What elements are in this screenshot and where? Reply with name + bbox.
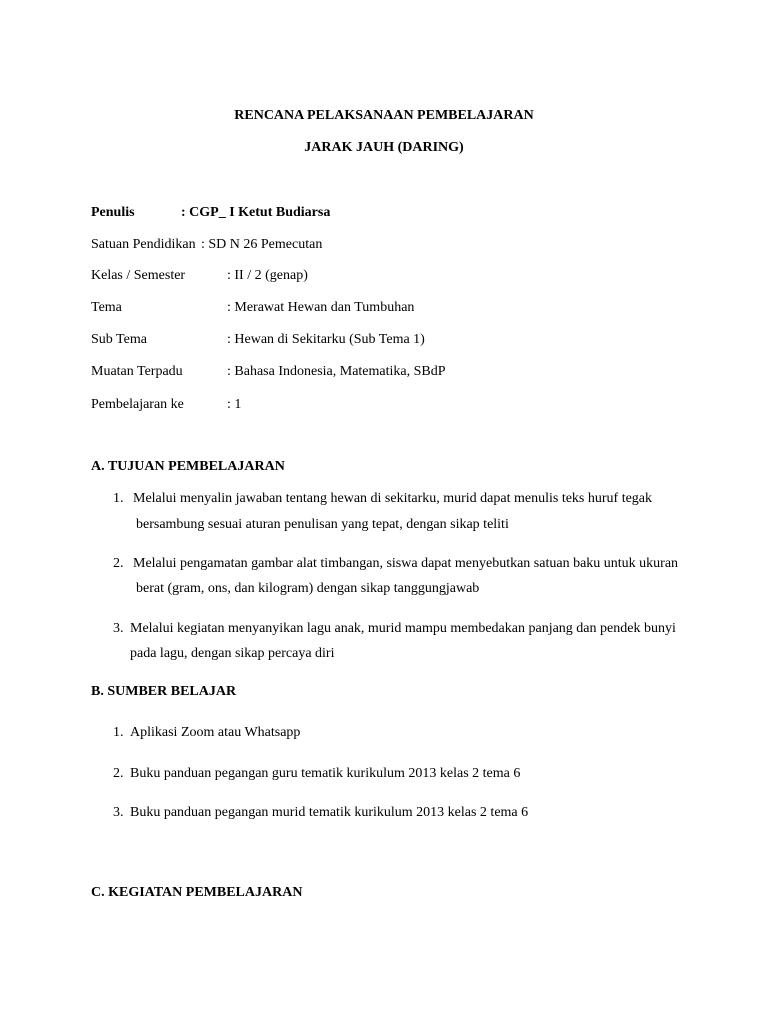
muatan-label: Muatan Terpadu (91, 364, 183, 379)
kelas-label: Kelas / Semester (91, 268, 186, 283)
document-subtitle: JARAK JAUH (DARING) (304, 140, 464, 155)
tujuan-item-text: Melalui menyalin jawaban tentang hewan di sekitarku, murid dapat menulis teks huruf tegak (133, 491, 653, 506)
penulis-value: : CGP_ I Ketut Budiarsa (181, 205, 331, 220)
tujuan-item-number: 3. (113, 621, 124, 636)
muatan-value: : Bahasa Indonesia, Matematika, SBdP (227, 364, 446, 379)
sumber-item-text: Aplikasi Zoom atau Whatsapp (130, 725, 301, 740)
subtema-value: : Hewan di Sekitarku (Sub Tema 1) (227, 332, 425, 347)
sumber-item-number: 1. (113, 725, 124, 740)
sumber-item-text: Buku panduan pegangan murid tematik kurikulum 2013 kelas 2 tema 6 (130, 805, 529, 820)
sumber-item-number: 3. (113, 805, 124, 820)
tujuan-item-text-continued: berat (gram, ons, dan kilogram) dengan sikap tanggungjawab (136, 581, 480, 596)
tujuan-item-number: 2. (113, 556, 124, 571)
pembelajaran-value: : 1 (227, 397, 242, 412)
tujuan-item-text: Melalui pengamatan gambar alat timbangan, siswa dapat menyebutkan satuan baku untuk ukuran (133, 556, 679, 571)
document-title: RENCANA PELAKSANAAN PEMBELAJARAN (234, 108, 534, 123)
tujuan-item-text: Melalui kegiatan menyanyikan lagu anak, murid mampu membedakan panjang dan pendek bunyi (130, 621, 676, 636)
sumber-item-text: Buku panduan pegangan guru tematik kurikulum 2013 kelas 2 tema 6 (130, 766, 521, 781)
sumber-item-number: 2. (113, 766, 124, 781)
tujuan-item-number: 1. (113, 491, 124, 506)
tujuan-item-text-continued: bersambung sesuai aturan penulisan yang tepat, dengan sikap teliti (136, 517, 509, 532)
subtema-label: Sub Tema (91, 332, 147, 347)
kelas-value: : II / 2 (genap) (227, 268, 308, 283)
section-c-heading: C. KEGIATAN PEMBELAJARAN (91, 885, 303, 900)
section-a-heading: A. TUJUAN PEMBELAJARAN (91, 459, 285, 474)
tema-label: Tema (91, 300, 122, 315)
pembelajaran-label: Pembelajaran ke (91, 397, 184, 412)
satuan-label: Satuan Pendidikan (91, 237, 196, 252)
penulis-label: Penulis (91, 205, 135, 220)
tujuan-item-text-continued: pada lagu, dengan sikap percaya diri (130, 646, 335, 661)
tema-value: : Merawat Hewan dan Tumbuhan (227, 300, 415, 315)
section-b-heading: B. SUMBER BELAJAR (91, 684, 237, 699)
satuan-value: : SD N 26 Pemecutan (201, 237, 323, 252)
